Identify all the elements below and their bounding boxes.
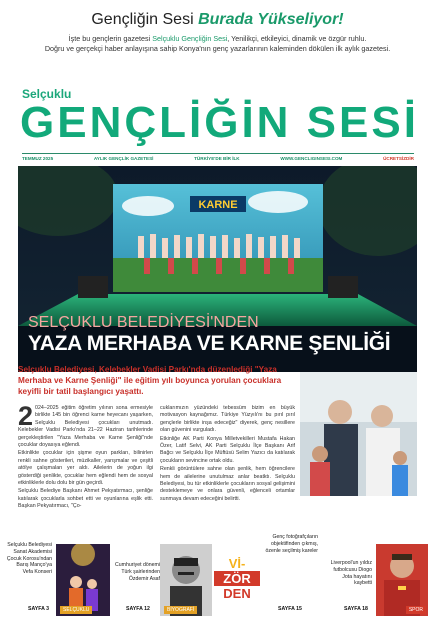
- masthead-title: GENÇLİĞİN SESİ: [20, 98, 419, 147]
- vizorden-logo: [214, 556, 260, 616]
- teaser-page: SAYFA 12: [126, 606, 150, 612]
- vizorden-line-3: DEN: [223, 586, 251, 601]
- teaser-text: Cumhuriyet dönemi Türk şairlerinden Özdemir Asaf: [115, 562, 160, 582]
- teaser-page: SAYFA 3: [28, 606, 49, 612]
- promo-line1-a: İşte bu gençlerin gazetesi: [68, 34, 153, 43]
- teaser-thumb: [56, 544, 110, 616]
- hero-photo: [18, 166, 417, 372]
- promo-title-plain: Gençliğin Sesi: [91, 11, 199, 28]
- teaser-thumb: [160, 544, 212, 616]
- article-deck: Selçuklu Belediyesi, Kelebekler Vadisi Parkı'nda düzenlediği "Yaza Merhaba ve Karne Şenliği" ile eğitim yılı boyunca yorulan çocuklara keyifli bir tatil başlangıcı yaşattı.: [18, 365, 282, 396]
- slogan: TÜRKİYE'DE BİR İLK: [194, 156, 240, 161]
- article-column-1: [18, 401, 153, 512]
- teaser-text: Genç fotoğrafçıların objektifinden çıkmış, özenle seçilmiş kareler: [265, 534, 318, 554]
- teaser-item[interactable]: [214, 534, 324, 614]
- article-paragraph: Renkli görüntülere sahne olan şenlik, hem öğrencilere hem de ailelerine unutulmaz anlar beatktı. Selçuklu Belediyesi, bu tür etkinliklerle çocukların sosyal gelişimini desteklemeye ve onlara güvenli, eğlenceli ortamlar sunmaya devam edeceğini belirtti.: [160, 466, 295, 502]
- officials-photo: [300, 372, 417, 496]
- hero-kicker: SELÇUKLU BELEDİYESİ'NDEN: [28, 314, 259, 331]
- info-bar: [22, 153, 414, 161]
- dropcap: 2: [18, 401, 34, 431]
- hero-headline: YAZA MERHABA VE KARNE ŞENLİĞİ: [28, 332, 391, 355]
- vizorden-line-1: Vİ-: [228, 556, 246, 571]
- price-label: ÜCRETSİZDİR: [383, 156, 414, 161]
- teaser-item[interactable]: [6, 534, 110, 614]
- section-tag: BİYOGRAFİ: [164, 606, 197, 614]
- issue-date: TEMMUZ 2025: [22, 156, 54, 161]
- teaser-item[interactable]: [112, 534, 216, 614]
- masthead: [20, 84, 418, 154]
- article-paragraph: Etkinliğe AK Parti Konya Milletvekilleri Mustafa Hakan Özer, Latif Selvi, AK Parti Selçuklu İlçe Başkanı Arif Bağcı ve Selçuklu İlçe Müftüsü Selim Yazıcı da katılarak çocukların sevincine ortak oldu.: [160, 435, 295, 464]
- website: WWW.GENCLIGINSESI.COM: [280, 156, 343, 161]
- promo-title: [0, 10, 435, 30]
- section-tag: SELÇUKLU: [60, 606, 92, 614]
- article-paragraph: Selçuklu Belediye Başkanı Ahmet Pekyatırmacı, şenliğe katılarak çocuklarla sohbet etti ve oyunlarına eşlik etti. Başkan Pekyatırmacı, "Ço-: [18, 488, 153, 510]
- promo-title-accent: Burada Yükseliyor!: [198, 11, 344, 28]
- masthead-small: Selçuklu: [22, 87, 72, 101]
- article-column-2: [160, 405, 295, 504]
- vizorden-line-2: ZÖR: [214, 571, 260, 586]
- teaser-text: Liverpool'un yıldız futbolcusu Diogo Jota hayatını kaybetti: [330, 560, 372, 587]
- promo-line1-highlight: Selçuklu Gençliğin Sesi: [152, 34, 228, 43]
- teaser-text: Selçuklu Belediyesi Sanat Akademisi Çocuk Korosu'ndan Barış Manço'ya Vefa Konseri: [6, 542, 52, 576]
- promo-line1-b: , Yenilikçi, etkileyici, dinamik ve özgür ruhlu.: [227, 34, 367, 43]
- article-paragraph: 024–2025 eğitim öğretim yılının sona ermesiyle birlikte 145 bin öğrenci karne heyecanı yaşarken, Selçuklu Belediyesi çocukları unutmadı. Kelebekler Vadisi Parkı'nda 21–22 Haziran tarihlerinde gerçekleştirilen "Yaza Merhaba ve Karne Şenliği"nde çocuklar doyasıya eğlendi.: [18, 405, 153, 449]
- teaser-page: SAYFA 18: [344, 606, 368, 612]
- karne-banner-text: KARNE: [198, 199, 238, 211]
- promo-header: [0, 10, 435, 54]
- section-tag: SPOR: [406, 606, 426, 614]
- teaser-thumb: [376, 544, 428, 616]
- article-paragraph: cuklarımızın yüzündeki tebessüm bizim en büyük motivasyon kaynağımız. Türkiye Yüzyılı'nı bu pırıl pırıl gençlerle birlikte inşa edeceğiz" diyerek, genç nesillere olan güvenini vurguladı.: [160, 405, 295, 434]
- promo-text: [0, 34, 435, 54]
- teaser-item[interactable]: [326, 534, 430, 614]
- teaser-page: SAYFA 15: [278, 606, 302, 612]
- promo-line2: Doğru ve gerçekçi haber anlayışına sahip Konya'nın genç yazarlarının kaleminden dökülen ilk aylık gazetesi.: [44, 44, 391, 53]
- paper-type: AYLIK GENÇLİK GAZETESİ: [93, 156, 154, 161]
- teaser-strip: [0, 526, 435, 623]
- article-paragraph: Etkinlikte çocuklar için şişme oyun parkları, bilinirlen renkli sahne gösterileri, müzikaller, yarışmalar ve çeşitli atölye çalışmaları yer aldı. Ailelerin de yoğun ilgi gösterdiği şenlikte, çocuklar hem eğlendi hem de sosyal etkinliklerle dolu dolu bir gün geçirdi.: [18, 450, 153, 487]
- officials-illustration: [300, 372, 417, 496]
